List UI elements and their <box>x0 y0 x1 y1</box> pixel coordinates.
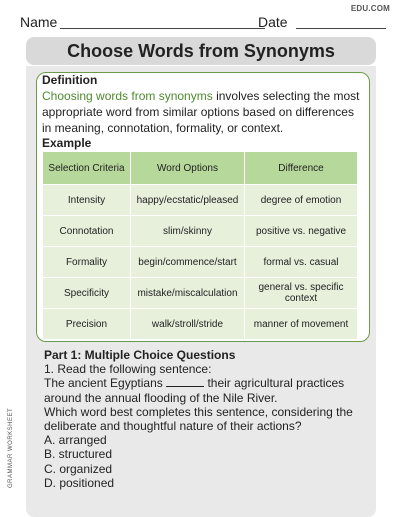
part1-section <box>44 348 364 490</box>
table-cell: begin/commence/start <box>131 247 245 277</box>
question-instruction: 1. Read the following sentence: <box>44 362 212 377</box>
example-table <box>43 151 357 340</box>
table-cell: Formality <box>43 247 131 277</box>
name-label: Name <box>20 14 58 30</box>
table-cell: walk/stroll/stride <box>131 309 245 339</box>
page-title: Choose Words from Synonyms <box>67 40 335 61</box>
example-heading: Example <box>42 136 92 150</box>
sentence-after: their agricultural practices around the annual flooding of the Nile River. <box>44 376 345 405</box>
definition-text <box>42 88 364 136</box>
name-line <box>60 28 265 29</box>
table-cell: Specificity <box>43 278 131 308</box>
table-cell: Precision <box>43 309 131 339</box>
answer-blank <box>166 377 204 387</box>
table-header-row <box>43 152 357 184</box>
table-row <box>43 216 357 246</box>
sentence-before: The ancient Egyptians <box>44 376 163 391</box>
answer-option: A. arranged <box>44 433 107 448</box>
definition-highlight: Choosing words from synonyms <box>42 89 213 103</box>
answer-option: B. structured <box>44 447 113 462</box>
side-label: GRAMMAR WORKSHEET <box>8 407 14 488</box>
table-cell: degree of emotion <box>245 185 357 215</box>
table-cell: Connotation <box>43 216 131 246</box>
definition-heading: Definition <box>42 73 98 87</box>
table-cell: Intensity <box>43 185 131 215</box>
table-cell: formal vs. casual <box>245 247 357 277</box>
brand-logo: EDU.COM <box>350 4 390 13</box>
table-cell: general vs. specific context <box>245 278 357 308</box>
part1-heading: Part 1: Multiple Choice Questions <box>44 348 236 362</box>
table-row <box>43 247 357 277</box>
table-cell: manner of movement <box>245 309 357 339</box>
table-cell: slim/skinny <box>131 216 245 246</box>
table-row <box>43 185 357 215</box>
answer-option: C. organized <box>44 461 113 476</box>
date-label: Date <box>258 14 288 30</box>
answer-option: D. positioned <box>44 475 115 490</box>
name-date-row <box>18 14 386 32</box>
table-cell: mistake/miscalculation <box>131 278 245 308</box>
definition-rest: involves selecting the most appropriate word from similar options based on differences in meaning, connotation, formality, or context. <box>42 89 360 135</box>
question-text: Which word best completes this sentence, considering the deliberate and thoughtful nature of their actions? <box>44 404 353 434</box>
date-line <box>296 28 386 29</box>
table-row <box>43 278 357 308</box>
table-cell: positive vs. negative <box>245 216 357 246</box>
question-sentence <box>44 376 364 404</box>
title-bar <box>26 37 376 65</box>
column-header: Selection Criteria <box>43 152 131 184</box>
table-cell: happy/ecstatic/pleased <box>131 185 245 215</box>
column-header: Difference <box>245 152 357 184</box>
table-row <box>43 309 357 339</box>
column-header: Word Options <box>131 152 245 184</box>
